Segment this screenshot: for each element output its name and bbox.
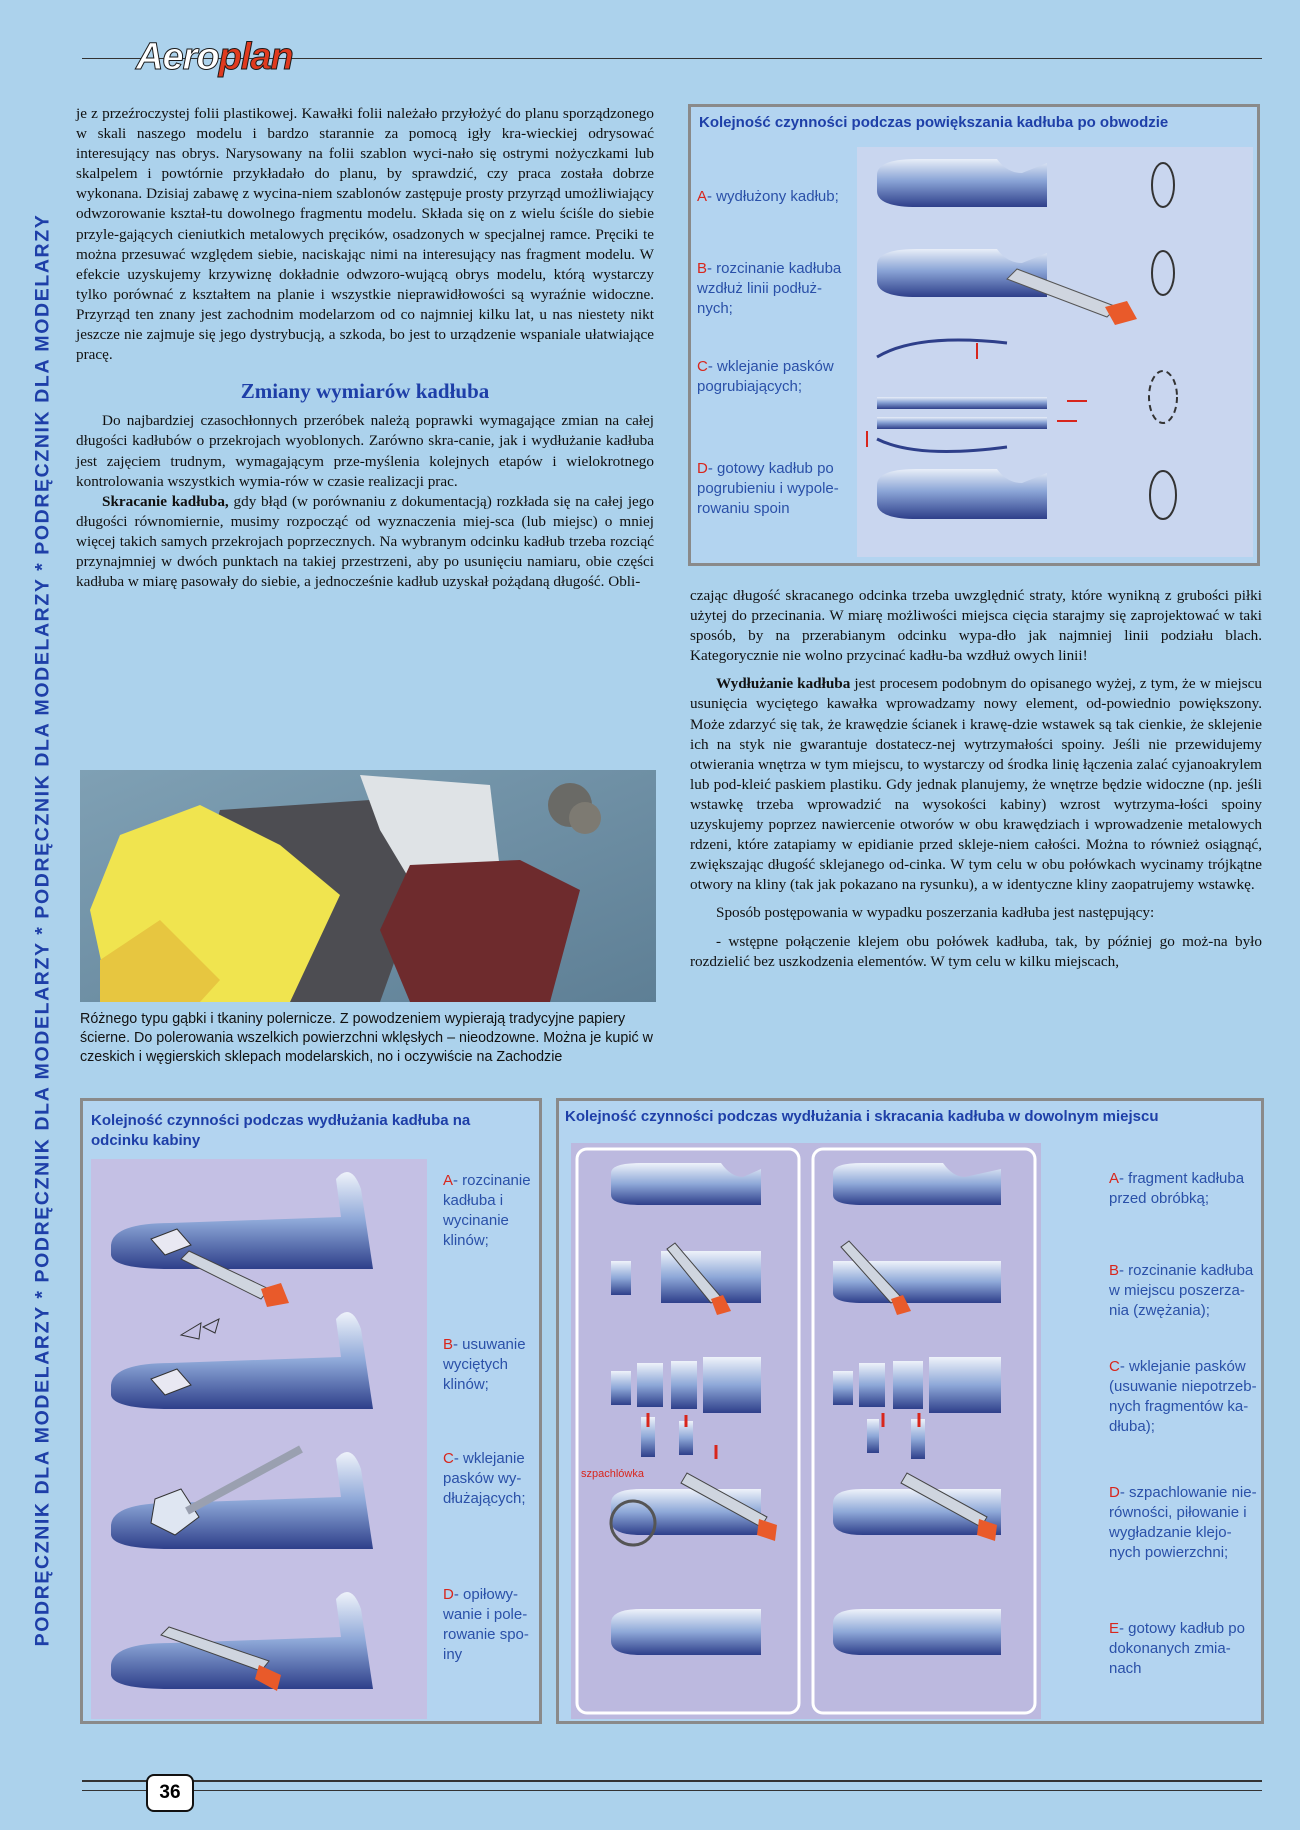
left-column <box>76 104 654 592</box>
box2-label-d: D- opiłowy-wanie i pole-rowanie spo-iny <box>443 1586 529 1663</box>
aeroplan-logo: Aeroplan <box>136 36 293 78</box>
footer-rule-thin <box>82 1790 1262 1791</box>
box3-label-c: C- wklejanie pasków (usuwanie niepotrzeb-nych fragmentów ka-dłuba); <box>1109 1358 1257 1435</box>
svg-text:szpachlówka: szpachlówka <box>581 1468 644 1480</box>
paragraph-intro: Do najbardziej czasochłonnych przeróbek należą poprawki wymagające zmian na całej długości kadłubów o przekrojach wyoblonych. Zarówno skra-canie, jak i wydłużanie kadłuba jest zajęciem trudnym, wymagającym prze-myślenia kolejnych etapów i wielokrotnego kontrolowania wszystkich wymia-rów w czasie realizacji prac. <box>76 412 654 490</box>
sidebar-text: PODRĘCZNIK DLA MODELARZY * PODRĘCZNIK DLA MODELARZY * PODRĘCZNIK DLA MODELARZY * PODRĘCZNIK DLA MODELARZY <box>31 213 54 1647</box>
box3-label-a: A- fragment kadłuba przed obróbką; <box>1109 1170 1245 1207</box>
paragraph-step-one: - wstępne połączenie klejem obu połówek kadłuba, tak, by później go moż-na było rozdzielić bez uszkodzenia elementów. W tym celu w kilku miejscach, <box>690 932 1262 970</box>
paragraph-cut-planning: czając długość skracanego odcinka trzeba uwzględnić straty, które wynikną z grubości piłki użytej do przecinania. W miarę możliwości miejsca cięcia starajmy się zaprojektować w taki sposób, by na przerabianym odcinku wypa-dło jak najmniej linii podziału blach. Kategorycznie nie wolno przycinać kadłu-ba wzdłuż owych linii! <box>690 587 1262 665</box>
box1-label-c: C- wklejanie pasków pogrubiających; <box>697 358 834 395</box>
paragraph-templates: je z przeźroczystej folii plastikowej. Kawałki folii należało przyłożyć do planu sporządzonego w skali naszego modelu i bardzo starannie za pomocą igły kra-wieckiej odrysować interesujący nas obrys. Narysowany na folii szablon wyci-nało się ostrymi nożyczkami lub skalpelem i powtórnie przykładało do planu, by sprawdzić, czy praca została dobrze wykonana. Dzisiaj zabawę z wycina-niem szablonów zastępuje prosty przyrząd umożliwiający odwzorowanie kształ-tu dowolnego fragmentu modelu. Składa się on z wielu ściśle do siebie przyle-gających cieniutkich metalowych pręcików, osadzonych w specjalnej ramce. Pręciki te można przesuwać względem siebie, naciskając nimi na interesujący nas fragment modelu. W efekcie uzyskujemy krzywiznę dokładnie odwzoro-wującą obrys modelu, którą wystarczy tylko porównać z kształtem na planie i wszystkie nieprawidłowości są wyraźnie widoczne. Przyrząd ten znany jest zachodnim modelarzom od co najmniej kilku lat, u nas niestety nikt jeszcze nie zajmuje się jego dystrybucją, a szkoda, bo jest to urządzenie wspaniale ułatwiające pracę. <box>76 105 654 364</box>
box3-title: Kolejność czynności podczas wydłużania i skracania kadłuba w dowolnym miejscu <box>565 1108 1159 1125</box>
box2-title: Kolejność czynności podczas wydłużania kadłuba na odcinku kabiny <box>91 1112 471 1149</box>
photo-caption: Różnego typu gąbki i tkaniny polernicze. Z powodzeniem wypierają tradycyjne papiery ścierne. Do polerowania wszelkich powierzchni wklęsłych – nieodzowne. Można je kupić w czeskich i węgierskich sklepach modelarskich, no i oczywiście na Zachodzie <box>80 1011 653 1065</box>
section-heading: Zmiany wymiarów kadłuba <box>240 379 490 404</box>
box1-label-a: A- wydłużony kadłub; <box>697 188 839 205</box>
box2-label-b: B- usuwanie wyciętych klinów; <box>443 1336 526 1393</box>
page-number: 36 <box>146 1774 194 1812</box>
box3-label-b: B- rozcinanie kadłuba w miejscu poszerza-nia (zwężania); <box>1109 1262 1254 1319</box>
box1-label-d: D- gotowy kadłub po pogrubieniu i wypole-rowaniu spoin <box>697 460 839 517</box>
figure-box-any-place <box>556 1098 1264 1724</box>
paragraph-lengthening: Wydłużanie kadłuba jest procesem podobnym do opisanego wyżej, z tym, że w miejscu usunięcia wyciętego kawałka wprowadzamy nowy element, od-powiednio powiększony. Może zdarzyć się tak, że krawędzie ścianek i krawę-dzie wstawek są tak cienkie, że sklejenie ich na styk nie gwarantuje dostatecz-nej wytrzymałości spoiny. Jeśli nie przewidujemy otwierania wnętrza w tym miejscu, to wystarczy od środka linię łączenia zalać cyjanoakrylem lub pod-kleić paskiem plastiku. Gdy jednak planujemy, że wnętrze będzie widoczne (np. jeśli wstawkę trzeba wprowadzić na wysokości kabiny) wzrost wytrzyma-łości spoiny uzyskujemy poprzez nawiercenie otworów w obu krawędziach i wprowadzenie metalowych rdzeni, które zatapiamy w epidianie przed skleje-niem całości. Można to również osiągnąć, zwiększając długość sklejanego od-cinka. W tym celu w obu połówkach wycinamy trójkątne otwory na kliny (tak jak pokazano na rysunku), a w identyczne kliny zaopatrujemy wstawkę. <box>690 675 1263 894</box>
figure-box-cockpit <box>80 1098 542 1724</box>
box2-illustration <box>91 1159 427 1719</box>
polishing-pads-photo <box>80 770 656 1002</box>
paragraph-widening: Sposób postępowania w wypadku poszerzania kadłuba jest następujący: <box>716 904 1155 922</box>
box1-illustration <box>857 147 1253 557</box>
box2-label-c: C- wklejanie pasków wy-dłużających; <box>443 1450 526 1507</box>
sidebar-band <box>26 40 60 1820</box>
right-column <box>690 586 1262 972</box>
box1-title: Kolejność czynności podczas powiększania kadłuba po obwodzie <box>699 114 1169 131</box>
footer-rule <box>82 1780 1262 1782</box>
box1-label-b: B- rozcinanie kadłuba wzdłuż linii podłuż-nych; <box>697 260 842 317</box>
box3-label-d: D- szpachlowanie nie-równości, piłowanie i wygładzanie klejo-nych powierzchni; <box>1109 1484 1257 1561</box>
box2-label-a: A- rozcinanie kadłuba i wycinanie klinów; <box>443 1172 531 1249</box>
paragraph-shortening: Skracanie kadłuba, gdy błąd (w porównaniu z dokumentacją) rozkłada się na całej jego długości równomiernie, musimy rozpocząć od wyznaczenia miej-sca (lub miejsc) o mniej więcej takich samych przekrojach poprzecznych. Na wybranym odcinku kadłub trzeba rozciąć przynajmniej w dwóch punktach na takiej przestrzeni, aby po usunięciu namiaru, obie części kadłuba w miarę pasowały do siebie, a jednocześnie kadłub uzyskał pożądaną długość. Obli- <box>76 492 654 591</box>
figure-box-circumference <box>688 104 1260 566</box>
box3-illustration <box>571 1143 1041 1719</box>
box3-label-e: E- gotowy kadłub po dokonanych zmia-nach <box>1109 1620 1245 1677</box>
